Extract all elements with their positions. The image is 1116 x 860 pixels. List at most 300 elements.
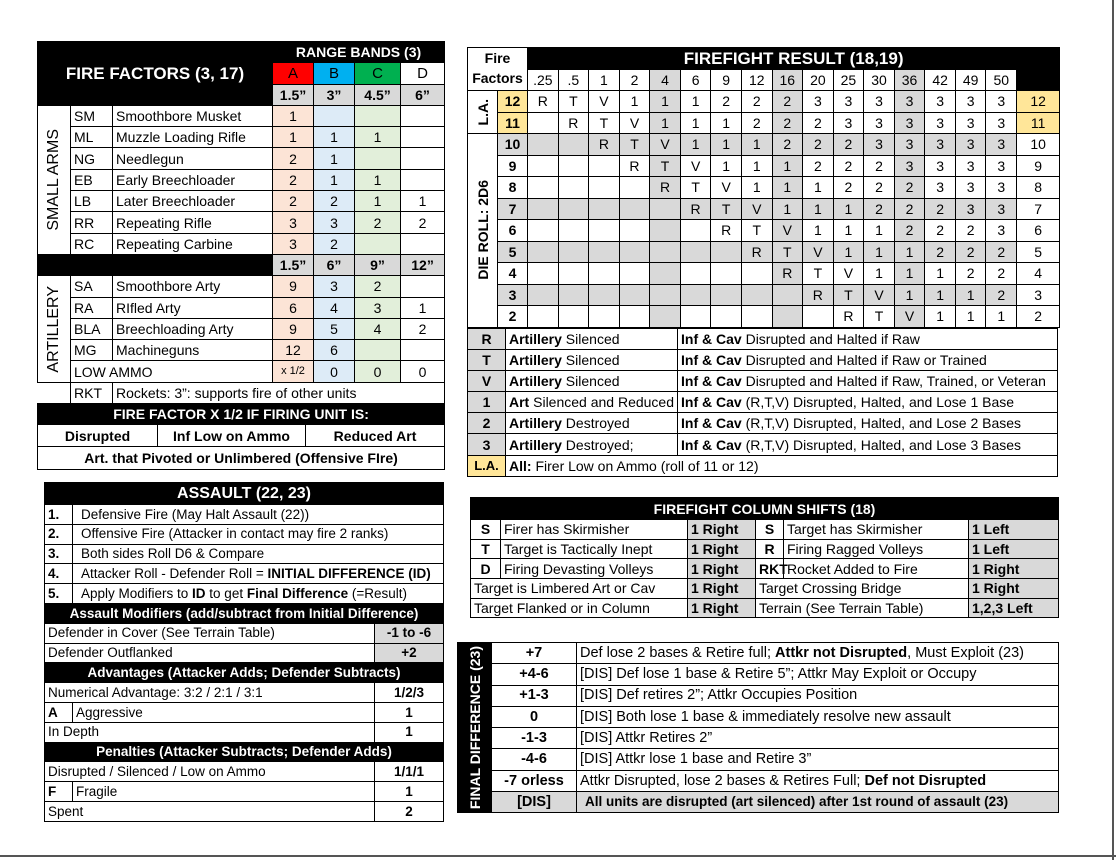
adv-value: 1/2/3 [375, 683, 444, 703]
shift-value-2: 1 Right [969, 559, 1059, 579]
half-last-row [38, 447, 445, 470]
half-reduced-art: Reduced Art [333, 427, 417, 444]
fire-factors-title: FIRE FACTORS (3, 17) [38, 42, 273, 106]
result-inf-bold: Inf & Cav [681, 351, 742, 368]
final-text: [DIS] Attkr lose 1 base and Retire 3” [580, 751, 812, 768]
sa-row [38, 127, 445, 148]
ff-cell [558, 198, 589, 220]
ff-cell: R [528, 91, 559, 113]
ff-cell [650, 220, 681, 242]
ff-cell: 2 [925, 241, 956, 263]
low-ammo-c: 0 [355, 361, 401, 382]
column-shifts-table [470, 497, 1059, 618]
mod-text: Defender Outflanked [45, 643, 375, 663]
final-value: -7 orless [492, 770, 577, 791]
adv-value: 1 [375, 702, 444, 722]
result-inf-bold: Inf & Cav [681, 330, 742, 347]
ff-cell: 3 [833, 112, 864, 134]
final-row [458, 685, 1059, 706]
art-row [38, 340, 445, 361]
ff-cell [711, 263, 742, 285]
sa-b: 1 [314, 148, 355, 169]
art-name: RIfled Arty [113, 297, 273, 318]
ff-cell: V [650, 134, 681, 156]
small-arms-label: SMALL ARMS [45, 129, 62, 231]
result-inf: (R,T,V) Disrupted, Halted, and Lose 1 Base [741, 394, 1015, 411]
result-inf: (R,T,V) Disrupted, Halted, and Lose 3 Bases [741, 436, 1022, 453]
final-row [458, 706, 1059, 727]
ff-cell [528, 198, 559, 220]
mod-row [45, 623, 444, 643]
sa-range-3: 6” [401, 84, 445, 105]
ff-cell: T [650, 155, 681, 177]
final-row [458, 792, 1059, 813]
ff-cell [680, 241, 711, 263]
roll-right: 11 [1017, 112, 1060, 134]
sa-name: Repeating Rifle [113, 212, 273, 233]
ff-cell: R [772, 263, 803, 285]
ff-cell [528, 284, 559, 306]
ff-cell: 1 [650, 112, 681, 134]
ff-cell: 3 [955, 198, 986, 220]
ff-cell [528, 112, 559, 134]
ff-cell: 2 [894, 220, 925, 242]
pen-key: F [45, 782, 73, 802]
step-text: Attacker Roll - Defender Roll = [81, 566, 268, 582]
shift-text-1: Target is Limbered Art or Cav [471, 579, 688, 599]
ff-cell: 1 [894, 263, 925, 285]
sa-b [314, 105, 355, 126]
half-last: Art. that Pivoted or Unlimbered (Offensive FIre) [38, 447, 445, 470]
assault-step [45, 584, 444, 604]
ff-cell [589, 263, 620, 285]
band-a-header: A [273, 63, 314, 84]
ff-cell: 2 [772, 112, 803, 134]
art-name: Machineguns [113, 340, 273, 361]
result-code: 1 [468, 392, 506, 413]
half-items-row [38, 425, 445, 447]
ff-cell [619, 284, 650, 306]
pen-value: 1/1/1 [375, 762, 444, 782]
ff-result-row [468, 434, 1058, 455]
step-text-2: to get [205, 585, 247, 601]
final-value: +1-3 [492, 685, 577, 706]
sa-row [38, 169, 445, 190]
art-ranges-row [38, 254, 445, 275]
step-text: Defensive Fire (May Halt Assault (22)) [81, 506, 310, 522]
result-inf-bold: Inf & Cav [681, 394, 742, 411]
sa-code: LB [71, 191, 113, 212]
la-text: Firer Low on Ammo (roll of 11 or 12) [531, 457, 759, 474]
final-row [458, 770, 1059, 791]
ff-cell: 1 [680, 112, 711, 134]
ff-cell [528, 155, 559, 177]
half-low-ammo: Inf Low on Ammo [158, 425, 306, 446]
sa-b: 1 [314, 169, 355, 190]
art-range-0: 1.5” [273, 254, 314, 275]
ff-cell: 3 [864, 112, 895, 134]
shift-text-1: Firing Devasting Volleys [501, 559, 688, 579]
result-art: Silenced [561, 351, 620, 368]
ff-cell: 1 [711, 155, 742, 177]
shift-value-1: 1 Right [688, 598, 756, 618]
assault-step [45, 544, 444, 564]
ff-cell [589, 306, 620, 328]
ff-cell: 3 [986, 112, 1017, 134]
art-a: 9 [273, 318, 314, 339]
ff-cell: R [711, 220, 742, 242]
adv-text: Numerical Advantage: 3:2 / 2:1 / 3:1 [45, 683, 375, 703]
final-value: +7 [492, 643, 577, 664]
ff-cell: T [589, 112, 620, 134]
result-code: 2 [468, 413, 506, 434]
ff-cell: 1 [680, 134, 711, 156]
ff-cell: 1 [833, 241, 864, 263]
ff-cell [741, 306, 772, 328]
ff-cell [711, 306, 742, 328]
final-text: [DIS] Attkr Retires 2” [580, 730, 713, 747]
ff-roll-row [468, 155, 1060, 177]
shift-key-1: S [471, 520, 501, 540]
roll-left: 2 [498, 306, 528, 328]
ff-cell [619, 263, 650, 285]
sa-row [38, 105, 445, 126]
ff-col-header: 49 [955, 69, 986, 91]
result-inf-bold: Inf & Cav [681, 372, 742, 389]
sa-name: Repeating Carbine [113, 233, 273, 254]
pen-title: Penalties (Attacker Subtracts; Defender Adds) [45, 742, 444, 762]
ff-cell: 2 [986, 241, 1017, 263]
ff-roll-row [468, 91, 1060, 113]
ff-cell [680, 306, 711, 328]
shift-value-1: 1 Right [688, 539, 756, 559]
ff-cell: T [558, 91, 589, 113]
ff-cell [711, 284, 742, 306]
ff-cell [741, 263, 772, 285]
ff-cell: 2 [803, 134, 834, 156]
step-bold: INITIAL DIFFERENCE (ID) [267, 566, 431, 582]
shift-value-2: 1 Right [969, 579, 1059, 599]
ff-cell: T [803, 263, 834, 285]
ff-cell [558, 155, 589, 177]
ff-cell: 2 [955, 241, 986, 263]
ff-cell: 3 [955, 134, 986, 156]
ff-columns-row [468, 69, 1060, 91]
ff-cell: 2 [833, 134, 864, 156]
ff-col-header: 2 [619, 69, 650, 91]
roll-left: 9 [498, 155, 528, 177]
band-b-header: B [314, 63, 355, 84]
range-bands-title: RANGE BANDS (3) [273, 42, 445, 63]
ff-cell: 3 [955, 112, 986, 134]
shift-text-2: Target Crossing Bridge [756, 579, 969, 599]
mod-title: Assault Modifiers (add/subtract from Initial Difference) [45, 603, 444, 623]
ff-cell: V [589, 91, 620, 113]
ff-cell: 1 [986, 306, 1017, 328]
ff-cell [589, 155, 620, 177]
roll-left: 4 [498, 263, 528, 285]
ff-title-row [468, 48, 1060, 70]
ff-cell [528, 263, 559, 285]
fire-factors-panel [37, 41, 444, 469]
ff-cell: V [772, 220, 803, 242]
sa-row [38, 148, 445, 169]
pen-row [45, 801, 444, 821]
ff-cell [619, 306, 650, 328]
ff-col-header: 1 [589, 69, 620, 91]
shift-value-2: 1,2,3 Left [969, 598, 1059, 618]
sa-name: Early Breechloader [113, 169, 273, 190]
sa-range-2: 4.5” [355, 84, 401, 105]
step-text: Both sides Roll D6 & Compare [81, 546, 265, 562]
adv-row [45, 722, 444, 742]
ff-col-header: 9 [711, 69, 742, 91]
shift-row [471, 598, 1059, 618]
assault-step [45, 564, 444, 584]
sa-range-0: 1.5” [273, 84, 314, 105]
sa-a: 3 [273, 233, 314, 254]
rkt-text: Rockets: 3”: supports fire of other units [113, 382, 445, 403]
shift-text-2: Target has Skirmisher [784, 520, 969, 540]
ff-cell: V [833, 263, 864, 285]
ff-roll-row [468, 241, 1060, 263]
ff-cell: 3 [833, 91, 864, 113]
art-c: 4 [355, 318, 401, 339]
ff-cell: 1 [864, 241, 895, 263]
band-d-header: D [401, 63, 445, 84]
ff-cell: 3 [894, 134, 925, 156]
pen-value: 2 [375, 801, 444, 821]
step-num: 1. [45, 505, 73, 525]
fire-label-2: Factors [472, 70, 523, 86]
fire-factors-table [37, 41, 445, 470]
art-code: RA [71, 297, 113, 318]
sa-b: 2 [314, 191, 355, 212]
assault-panel [44, 482, 444, 822]
sa-d [401, 148, 445, 169]
ff-cell: 1 [833, 220, 864, 242]
adv-row [45, 702, 444, 722]
step-num: 5. [45, 584, 73, 604]
final-label: FINAL DIFFERENCE (23) [466, 646, 483, 810]
final-row [458, 664, 1059, 685]
ff-col-header: 36 [894, 69, 925, 91]
page-bottom-border [0, 855, 1116, 857]
ff-cell: 1 [894, 241, 925, 263]
ff-cell: 1 [864, 220, 895, 242]
shift-row [471, 559, 1059, 579]
ff-cell: 2 [833, 177, 864, 199]
ff-col-header: 4 [650, 69, 681, 91]
step-text: Apply Modifiers to [81, 585, 193, 601]
sa-d [401, 169, 445, 190]
result-code: T [468, 349, 506, 370]
ff-cell: R [803, 284, 834, 306]
art-range-1: 6” [314, 254, 355, 275]
result-art-bold: Artillery [509, 436, 562, 453]
rkt-row [38, 382, 445, 403]
shift-key-2: S [756, 520, 784, 540]
roll-right: 3 [1017, 284, 1060, 306]
ff-cell [589, 241, 620, 263]
ff-roll-row [468, 177, 1060, 199]
ff-cell: 2 [864, 155, 895, 177]
roll-right: 8 [1017, 177, 1060, 199]
ff-roll-row [468, 134, 1060, 156]
ff-cell [558, 241, 589, 263]
assault-table [44, 482, 444, 822]
art-d [401, 276, 445, 297]
ff-cell: 1 [650, 91, 681, 113]
ff-cell: 3 [955, 91, 986, 113]
ff-cell [558, 284, 589, 306]
ff-cell [528, 306, 559, 328]
ff-cell [619, 198, 650, 220]
ff-cell: V [803, 241, 834, 263]
result-code: V [468, 370, 506, 391]
mod-value: +2 [375, 643, 444, 663]
pen-text: Spent [45, 801, 375, 821]
ff-cell: 3 [925, 91, 956, 113]
ff-cell: 2 [772, 91, 803, 113]
shift-text-2: Terrain (See Terrain Table) [756, 598, 969, 618]
ff-cell: 3 [986, 134, 1017, 156]
art-c: 3 [355, 297, 401, 318]
ff-result-row [468, 392, 1058, 413]
shift-text-1: Target Flanked or in Column [471, 598, 688, 618]
ff-cell: R [589, 134, 620, 156]
shift-value-1: 1 Right [688, 520, 756, 540]
sa-d [401, 127, 445, 148]
roll-right: 5 [1017, 241, 1060, 263]
step-bold: ID [192, 585, 206, 601]
sa-range-1: 3” [314, 84, 355, 105]
result-inf: Disrupted and Halted if Raw, Trained, or Veteran [741, 372, 1046, 389]
ff-roll-row [468, 198, 1060, 220]
shift-text-1: Target is Tactically Inept [501, 539, 688, 559]
roll-right: 4 [1017, 263, 1060, 285]
half-title-row [38, 404, 445, 425]
sa-code: RC [71, 233, 113, 254]
final-difference-panel [457, 642, 1059, 813]
ff-cell: 1 [803, 177, 834, 199]
firefight-panel [467, 47, 1059, 482]
low-ammo-b: 0 [314, 361, 355, 382]
ff-cell [741, 284, 772, 306]
ff-result-row [468, 349, 1058, 370]
ff-cell [650, 263, 681, 285]
ff-cell: V [894, 306, 925, 328]
final-value: -1-3 [492, 728, 577, 749]
art-b: 4 [314, 297, 355, 318]
adv-text: Aggressive [73, 702, 375, 722]
ff-cell [528, 177, 559, 199]
firefight-results-key [467, 328, 1058, 477]
ff-cell: 3 [986, 177, 1017, 199]
final-value: -4-6 [492, 749, 577, 770]
ff-cell: 1 [741, 155, 772, 177]
sa-b: 3 [314, 212, 355, 233]
ff-cell [558, 306, 589, 328]
sa-code: NG [71, 148, 113, 169]
step-bold-2: Final Difference [246, 585, 349, 601]
sa-a: 2 [273, 148, 314, 169]
sa-d [401, 105, 445, 126]
shift-row [471, 520, 1059, 540]
ff-cell: R [680, 198, 711, 220]
sa-code: SM [71, 105, 113, 126]
ff-cell: 3 [986, 91, 1017, 113]
final-text-bold: All units are disrupted (art silenced) after 1st round of assault (23) [585, 794, 1009, 810]
final-text: Def lose 2 bases & Retire full; [580, 644, 776, 661]
ff-cell [528, 241, 559, 263]
roll-right: 9 [1017, 155, 1060, 177]
low-ammo-label: LOW AMMO [71, 361, 273, 382]
sa-a: 2 [273, 169, 314, 190]
la-label: L.A. [474, 98, 491, 126]
result-art-bold: Artillery [509, 372, 562, 389]
art-row [38, 318, 445, 339]
final-row [458, 749, 1059, 770]
step-num: 3. [45, 544, 73, 564]
ff-cell: 1 [772, 198, 803, 220]
adv-title: Advantages (Attacker Adds; Defender Subtracts) [45, 663, 444, 683]
sa-d: 1 [401, 191, 445, 212]
ff-cell: 1 [711, 112, 742, 134]
ff-cell: 2 [864, 177, 895, 199]
ff-cell [650, 241, 681, 263]
ff-cell [589, 177, 620, 199]
roll-left: 5 [498, 241, 528, 263]
la-bold: All: [509, 457, 532, 474]
sa-name: Muzzle Loading Rifle [113, 127, 273, 148]
ff-cell [528, 134, 559, 156]
result-art: Silenced and Reduced [529, 394, 675, 411]
ff-cell: 3 [925, 177, 956, 199]
ff-cell [803, 306, 834, 328]
sa-code: EB [71, 169, 113, 190]
ff-cell: 2 [986, 284, 1017, 306]
ff-cell: 1 [772, 177, 803, 199]
pen-row [45, 782, 444, 802]
sa-d [401, 233, 445, 254]
art-code: BLA [71, 318, 113, 339]
ff-cell: T [711, 198, 742, 220]
shift-key-1: D [471, 559, 501, 579]
sa-a: 3 [273, 212, 314, 233]
sa-c [355, 148, 401, 169]
art-c [355, 340, 401, 361]
ff-cell: 2 [864, 198, 895, 220]
sa-c: 1 [355, 191, 401, 212]
ff-cell: 2 [925, 220, 956, 242]
ff-cell: 3 [986, 220, 1017, 242]
ff-cell: 1 [925, 306, 956, 328]
step-text-3: (=Result) [348, 585, 408, 601]
ff-cell: 2 [894, 177, 925, 199]
ff-cell: 3 [864, 91, 895, 113]
shift-value-2: 1 Left [969, 539, 1059, 559]
roll-right: 12 [1017, 91, 1060, 113]
result-art: Silenced [561, 372, 620, 389]
art-b: 5 [314, 318, 355, 339]
result-art-bold: Artillery [509, 415, 562, 432]
ff-cell: 1 [741, 177, 772, 199]
ff-cell [558, 263, 589, 285]
art-row [38, 297, 445, 318]
final-difference-table [457, 642, 1059, 813]
ff-cell [558, 177, 589, 199]
